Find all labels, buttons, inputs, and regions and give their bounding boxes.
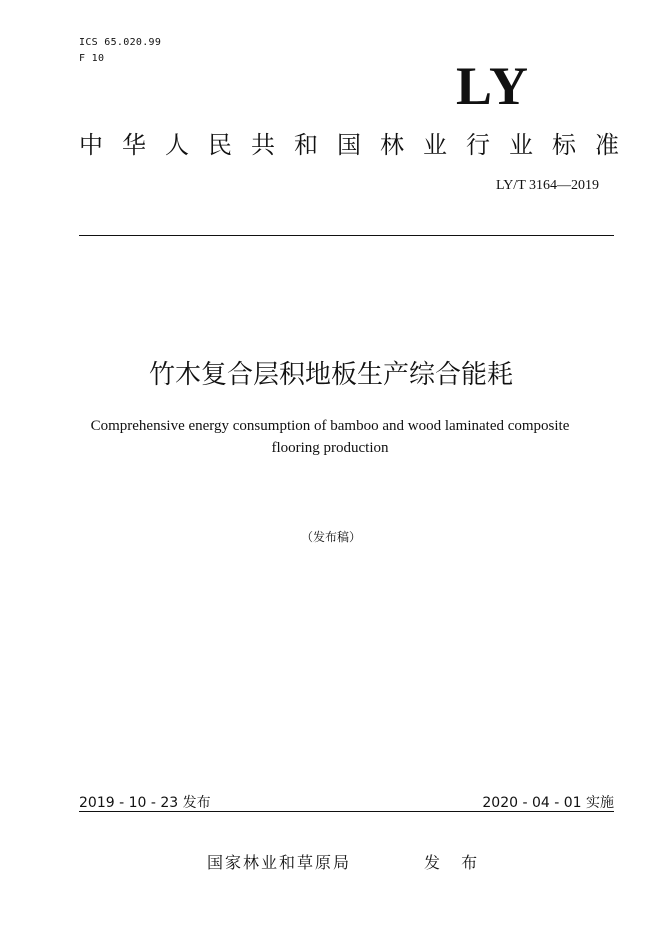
publish-date: 2019 - 10 - 23 发布 <box>79 795 211 811</box>
issue-label: 发 布 <box>424 853 486 872</box>
title-char: 和 <box>294 131 318 159</box>
footer-divider <box>79 811 614 812</box>
title-char: 人 <box>165 131 189 159</box>
title-char: 准 <box>595 131 619 159</box>
english-title-line: flooring production <box>271 440 389 456</box>
title-char: 行 <box>466 131 490 159</box>
standard-category-title <box>79 128 619 162</box>
standard-number: LY/T 3164—2019 <box>496 178 599 193</box>
implement-date: 2020 - 04 - 01 实施 <box>482 795 614 811</box>
title-char: 业 <box>509 131 533 159</box>
english-title-line: Comprehensive energy consumption of bamboo and wood laminated composite <box>90 418 570 434</box>
ics-code: ICS 65.020.99 <box>79 37 162 48</box>
header-divider <box>79 235 614 236</box>
title-char: 民 <box>208 131 232 159</box>
standard-logo: LY <box>456 56 531 116</box>
chinese-title: 竹木复合层积地板生产综合能耗 <box>148 360 513 390</box>
title-char: 中 <box>79 131 103 159</box>
classification-codes <box>79 35 161 67</box>
title-char: 业 <box>423 131 447 159</box>
title-char: 林 <box>380 131 404 159</box>
issuing-authority: 国家林业和草原局 <box>207 853 352 872</box>
title-char: 共 <box>251 131 275 159</box>
title-char: 华 <box>122 131 146 159</box>
ccs-code: F 10 <box>79 53 105 64</box>
title-char: 国 <box>337 131 361 159</box>
title-char: 标 <box>552 131 576 159</box>
draft-status: （发布稿） <box>300 530 361 544</box>
english-title <box>60 415 600 459</box>
